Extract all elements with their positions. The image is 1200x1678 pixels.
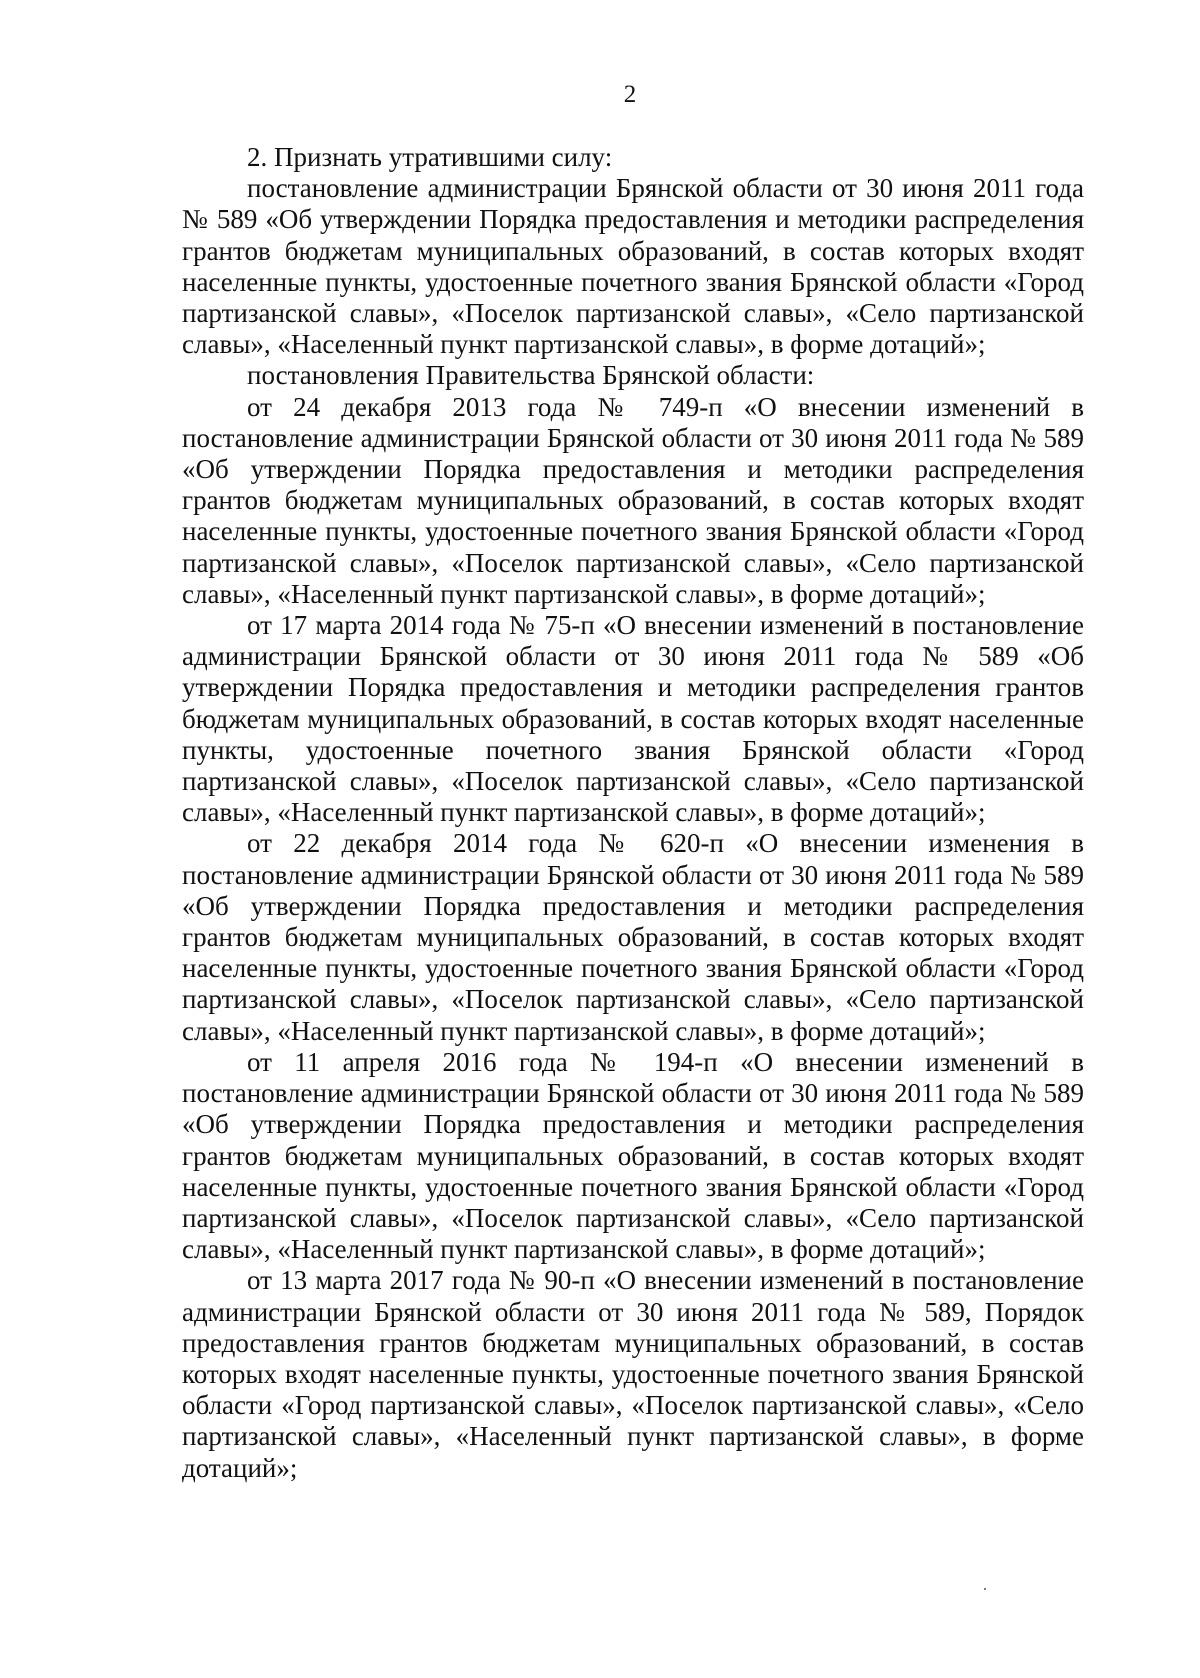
paragraph-resolution-2017: от 13 марта 2017 года № 90-п «О внесении изменений в постановление администрации Брянской области от 30 июня 2011 года № 589, Порядок предоставления грантов бюджетам муниципальных образований, в состав которых входят населенные пункты, удостоенные почетного звания Брянской области «Город партизанской славы», «Поселок партизанской славы», «Село партизанской славы», «Населенный пункт партизанской славы», в форме дотаций»; [182,1265,1084,1483]
scan-speck [984,1588,986,1590]
paragraph-resolution-2014-march: от 17 марта 2014 года № 75-п «О внесении изменений в постановление администрации Брянской области от 30 июня 2011 года № 589 «Об утверждении Порядка предоставления и методики распределения грантов бюджетам муниципальных образований, в состав которых входят населенные пункты, удостоенные почетного звания Брянской области «Город партизанской славы», «Поселок партизанской славы», «Село партизанской славы», «Населенный пункт партизанской славы», в форме дотаций»; [182,610,1084,828]
paragraph-government-resolutions-heading: постановления Правительства Брянской области: [247,360,815,391]
paragraph-item-2-heading: 2. Признать утратившими силу: [247,142,613,172]
document-body [182,142,1084,1484]
page-number: 2 [623,81,637,108]
paragraph-resolution-2014-december: от 22 декабря 2014 года № 620-п «О внесении изменения в постановление администрации Брянской области от 30 июня 2011 года № 589 «Об утверждении Порядка предоставления и методики распределения грантов бюджетам муниципальных образований, в состав которых входят населенные пункты, удостоенные почетного звания Брянской области «Город партизанской славы», «Поселок партизанской славы», «Село партизанской славы», «Населенный пункт партизанской славы», в форме дотаций»; [182,828,1084,1046]
paragraph-resolution-2011: постановление администрации Брянской области от 30 июня 2011 года № 589 «Об утверждении Порядка предоставления и методики распределения грантов бюджетам муниципальных образований, в состав которых входят населенные пункты, удостоенные почетного звания Брянской области «Город партизанской славы», «Поселок партизанской славы», «Село партизанской славы», «Населенный пункт партизанской славы», в форме дотаций»; [182,173,1084,360]
paragraph-resolution-2016: от 11 апреля 2016 года № 194-п «О внесении изменений в постановление администрации Брянской области от 30 июня 2011 года № 589 «Об утверждении Порядка предоставления и методики распределения грантов бюджетам муниципальных образований, в состав которых входят населенные пункты, удостоенные почетного звания Брянской области «Город партизанской славы», «Поселок партизанской славы», «Село партизанской славы», «Населенный пункт партизанской славы», в форме дотаций»; [182,1046,1084,1265]
paragraph-resolution-2013: от 24 декабря 2013 года № 749-п «О внесении изменений в постановление администрации Брянской области от 30 июня 2011 года № 589 «Об утверждении Порядка предоставления и методики распределения грантов бюджетам муниципальных образований, в состав которых входят населенные пункты, удостоенные почетного звания Брянской области «Город партизанской славы», «Поселок партизанской славы», «Село партизанской славы», «Населенный пункт партизанской славы», в форме дотаций»; [182,391,1084,609]
